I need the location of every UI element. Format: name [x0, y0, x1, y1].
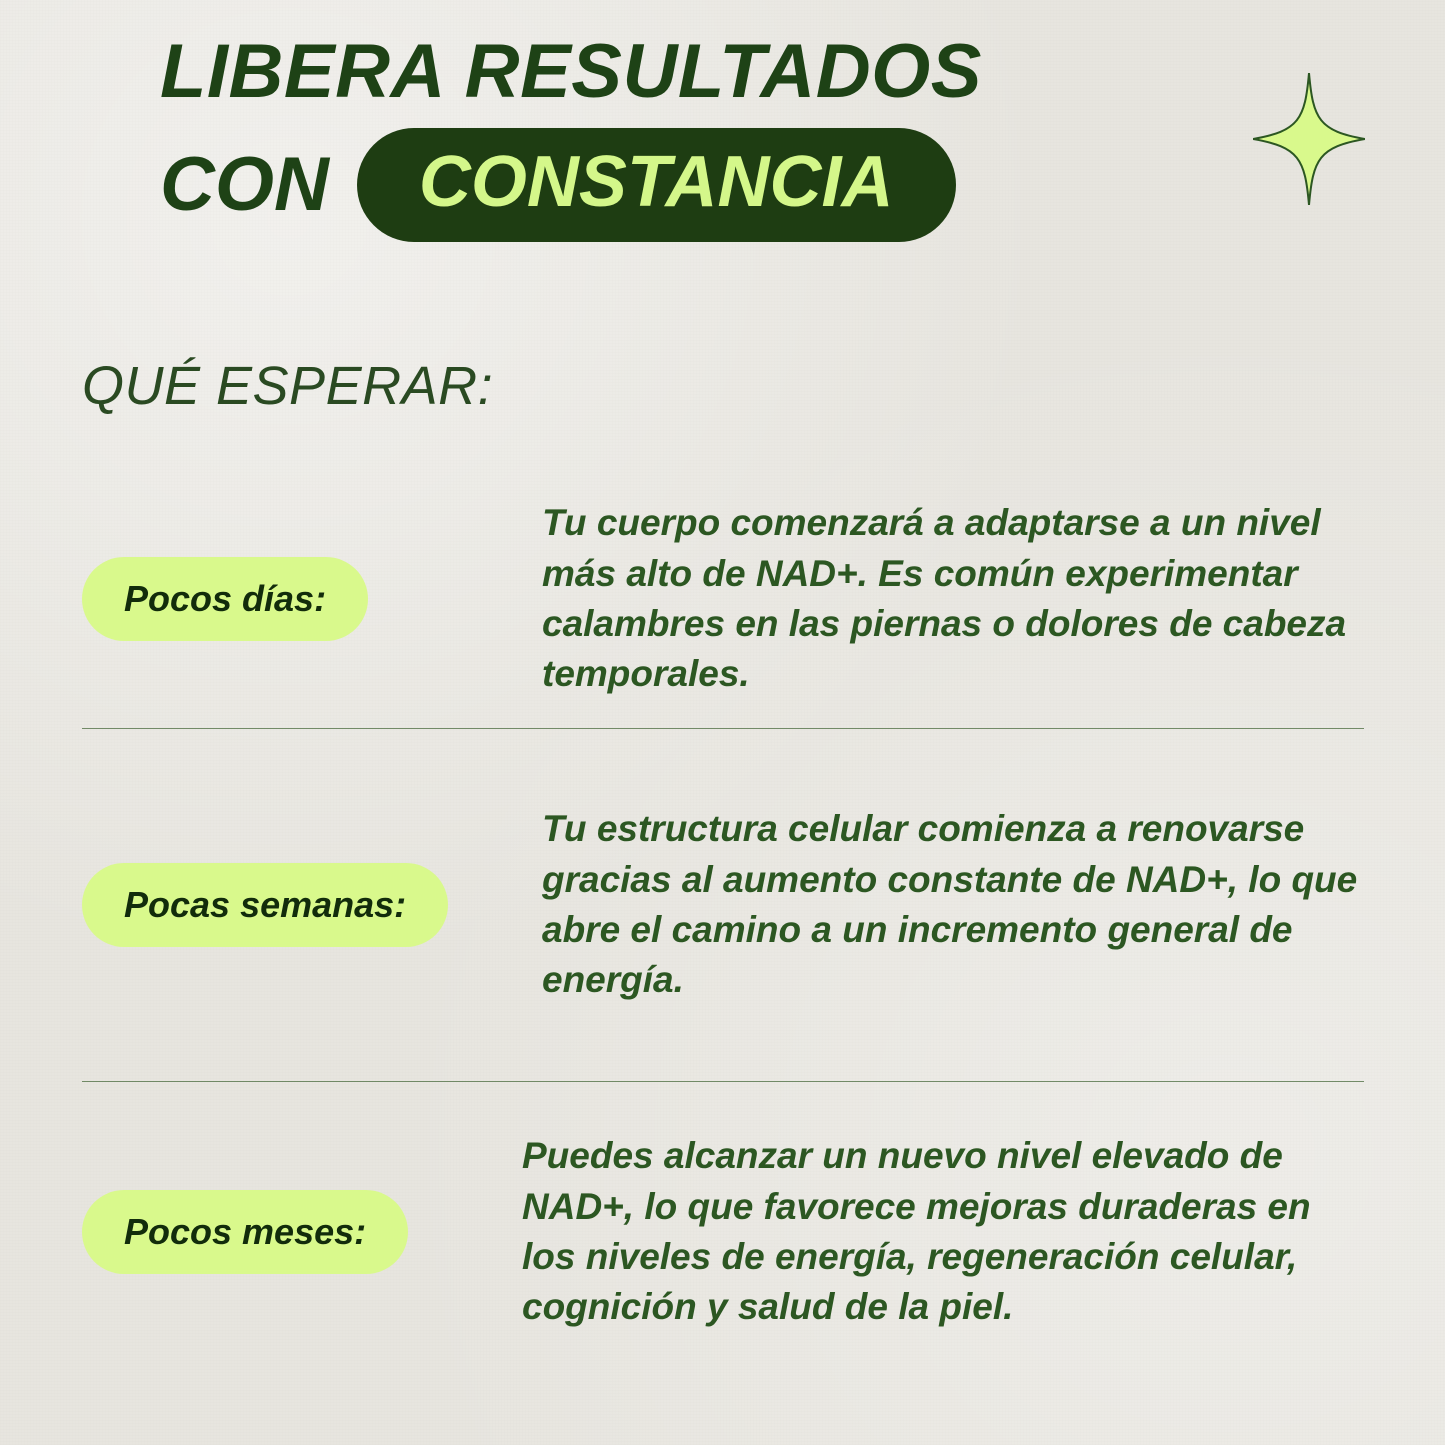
header-block	[0, 29, 1445, 242]
page-subtitle: QUÉ ESPERAR:	[82, 356, 494, 416]
headline-line-1: LIBERA RESULTADOS	[160, 29, 982, 114]
row-description-container	[532, 498, 1364, 699]
headline-line-2-row	[0, 128, 1445, 242]
timeframe-pill	[82, 863, 448, 947]
row-label-container	[82, 1190, 522, 1274]
row-description: Puedes alcanzar un nuevo nivel elevado de NAD+, lo que favorece mejoras duraderas en los niveles de energía, regeneración celular, cognición y salud de la piel.	[522, 1135, 1311, 1328]
row-description-container	[522, 1131, 1364, 1332]
timeframe-label: Pocos meses:	[124, 1211, 367, 1253]
list-item	[82, 470, 1364, 728]
expectations-list	[82, 470, 1364, 1382]
sparkle-icon	[1253, 73, 1365, 205]
row-label-container	[82, 863, 532, 947]
row-label-container	[82, 557, 532, 641]
constancia-pill-label: CONSTANCIA	[418, 142, 894, 222]
timeframe-label: Pocos días:	[124, 578, 327, 620]
row-description: Tu cuerpo comenzará a adaptarse a un nivel más alto de NAD+. Es común experimentar calambres en las piernas o dolores de cabeza temporales.	[542, 502, 1347, 695]
row-description-container	[532, 804, 1364, 1005]
list-item	[82, 1082, 1364, 1382]
timeframe-label: Pocas semanas:	[124, 884, 407, 926]
headline-line-2: CON	[160, 142, 329, 227]
list-item	[82, 729, 1364, 1081]
timeframe-pill	[82, 1190, 408, 1274]
row-description: Tu estructura celular comienza a renovarse gracias al aumento constante de NAD+, lo que abre el camino a un incremento general de energía.	[542, 808, 1358, 1001]
timeframe-pill	[82, 557, 368, 641]
constancia-pill	[357, 128, 956, 242]
